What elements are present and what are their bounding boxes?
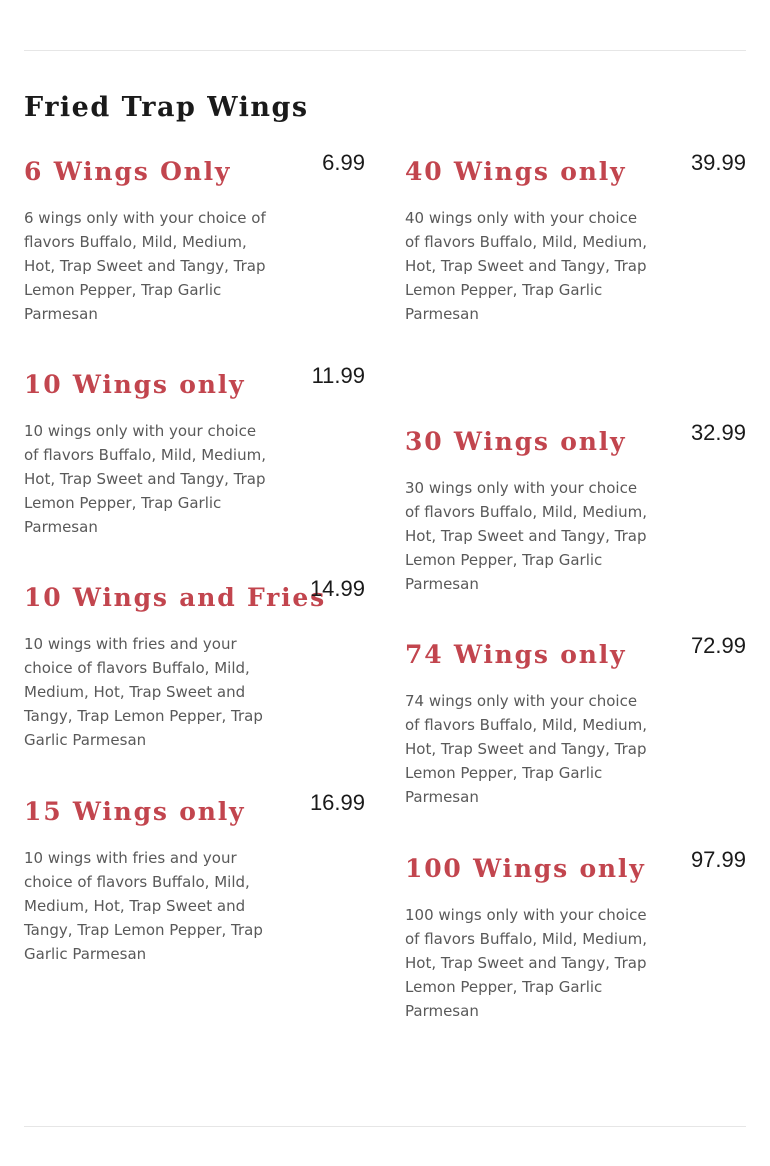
item-name: 30 Wings only <box>405 427 627 456</box>
item-price: 72.99 <box>690 633 746 658</box>
item-description: 100 wings only with your choice of flavors Buffalo, Mild, Medium, Hot, Trap Sweet and Tangy, Trap Lemon Pepper, Trap Garlic Parmesan <box>405 906 647 1020</box>
item-description: 6 wings only with your choice of flavors Buffalo, Mild, Medium, Hot, Trap Sweet and Tangy, Trap Lemon Pepper, Trap Garlic Parmesan <box>24 209 266 323</box>
item-description: 74 wings only with your choice of flavors Buffalo, Mild, Medium, Hot, Trap Sweet and Tangy, Trap Lemon Pepper, Trap Garlic Parmesan <box>405 692 647 806</box>
menu-item-10-wings[interactable] <box>24 363 365 537</box>
menu-item-10-wings-and-fries[interactable] <box>24 576 365 750</box>
item-price: 16.99 <box>309 790 365 815</box>
bottom-divider <box>24 1126 746 1127</box>
item-name: 74 Wings only <box>405 640 627 669</box>
section-title: Fried Trap Wings <box>24 92 309 123</box>
item-description: 40 wings only with your choice of flavors Buffalo, Mild, Medium, Hot, Trap Sweet and Tangy, Trap Lemon Pepper, Trap Garlic Parmesan <box>405 209 647 323</box>
item-name: 6 Wings Only <box>24 157 232 186</box>
item-price: 32.99 <box>690 420 746 445</box>
menu-item-40-wings[interactable] <box>405 150 746 324</box>
item-price: 11.99 <box>311 363 365 388</box>
item-description: 10 wings only with your choice of flavors Buffalo, Mild, Medium, Hot, Trap Sweet and Tangy, Trap Lemon Pepper, Trap Garlic Parmesan <box>24 422 266 536</box>
item-price: 97.99 <box>690 847 746 872</box>
menu-item-74-wings[interactable] <box>405 633 746 807</box>
item-name: 10 Wings and Fries <box>24 583 326 612</box>
item-description: 10 wings with fries and your choice of flavors Buffalo, Mild, Medium, Hot, Trap Sweet and Tangy, Trap Lemon Pepper, Trap Garlic Parmesan <box>24 849 263 963</box>
item-price: 6.99 <box>322 150 365 175</box>
item-description: 30 wings only with your choice of flavors Buffalo, Mild, Medium, Hot, Trap Sweet and Tangy, Trap Lemon Pepper, Trap Garlic Parmesan <box>405 479 647 593</box>
top-divider <box>24 50 746 51</box>
menu-item-15-wings[interactable] <box>24 790 365 964</box>
item-name: 10 Wings only <box>24 370 246 399</box>
item-name: 100 Wings only <box>405 854 646 883</box>
item-price: 14.99 <box>309 576 365 601</box>
menu-item-30-wings[interactable] <box>405 420 746 594</box>
item-name: 15 Wings only <box>24 797 246 826</box>
menu-item-6-wings[interactable] <box>24 150 365 324</box>
item-name: 40 Wings only <box>405 157 627 186</box>
item-description: 10 wings with fries and your choice of flavors Buffalo, Mild, Medium, Hot, Trap Sweet and Tangy, Trap Lemon Pepper, Trap Garlic Parmesan <box>24 635 263 749</box>
menu-item-100-wings[interactable] <box>405 847 746 1021</box>
item-price: 39.99 <box>690 150 746 175</box>
